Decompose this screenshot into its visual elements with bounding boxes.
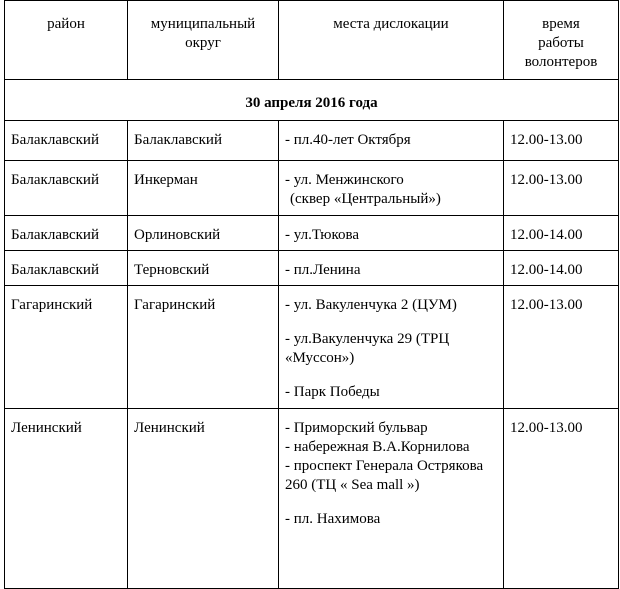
date-label: 30 апреля 2016 года — [245, 95, 378, 111]
cell-place: - Парк Победы — [285, 383, 380, 400]
cell-place: - проспект Генерала Острякова 260 (ТЦ « Sea mall ») — [285, 457, 484, 493]
table-row — [5, 250, 619, 285]
cell-place: - набережная В.А.Корнилова — [285, 438, 470, 455]
cell-district: Балаклавский — [11, 131, 99, 148]
header-okrug-line1: муниципальный — [150, 16, 256, 32]
cell-time: 12.00-14.00 — [510, 226, 583, 243]
cell-district: Балаклавский — [11, 171, 99, 188]
cell-time: 12.00-13.00 — [510, 419, 583, 436]
cell-district: Ленинский — [11, 419, 82, 436]
cell-district: Гагаринский — [11, 296, 93, 313]
header-time-line2: работы — [538, 35, 584, 51]
header-time — [504, 1, 619, 80]
header-district-label: район — [47, 16, 85, 32]
table-header-row — [5, 1, 619, 80]
cell-okrug: Терновский — [134, 261, 210, 278]
cell-place: - пл. Нахимова — [285, 510, 381, 527]
header-district — [5, 1, 128, 80]
table-row — [5, 408, 619, 588]
header-okrug — [128, 1, 279, 80]
cell-place: - Приморский бульвар — [285, 419, 428, 436]
cell-district: Балаклавский — [11, 226, 99, 243]
cell-okrug: Ленинский — [134, 419, 205, 436]
cell-place: - пл.Ленина — [285, 261, 361, 278]
cell-okrug: Гагаринский — [134, 296, 216, 313]
header-places — [279, 1, 504, 80]
table-row — [5, 215, 619, 250]
header-places-label: места дислокации — [333, 16, 449, 32]
cell-place: - пл.40-лет Октября — [285, 131, 411, 148]
header-okrug-line2: округ — [185, 35, 221, 51]
cell-place: - ул. Вакуленчука 2 (ЦУМ) — [285, 296, 457, 313]
volunteer-schedule-table — [4, 0, 619, 589]
table-row — [5, 160, 619, 215]
cell-okrug: Инкерман — [134, 171, 198, 188]
cell-time: 12.00-14.00 — [510, 261, 583, 278]
table-row — [5, 120, 619, 160]
cell-place: - ул.Тюкова — [285, 226, 360, 243]
cell-time: 12.00-13.00 — [510, 171, 583, 188]
table-row — [5, 285, 619, 408]
date-row — [5, 84, 619, 120]
cell-place: (сквер «Центральный») — [290, 190, 441, 207]
cell-place: - ул.Вакуленчука 29 (ТРЦ «Муссон») — [285, 330, 450, 366]
cell-okrug: Балаклавский — [134, 131, 222, 148]
cell-time: 12.00-13.00 — [510, 131, 583, 148]
cell-district: Балаклавский — [11, 261, 99, 278]
header-time-line3: волонтеров — [524, 54, 598, 70]
cell-time: 12.00-13.00 — [510, 296, 583, 313]
header-time-line1: время — [542, 16, 580, 32]
cell-place: - ул. Менжинского — [285, 171, 404, 188]
cell-okrug: Орлиновский — [134, 226, 221, 243]
